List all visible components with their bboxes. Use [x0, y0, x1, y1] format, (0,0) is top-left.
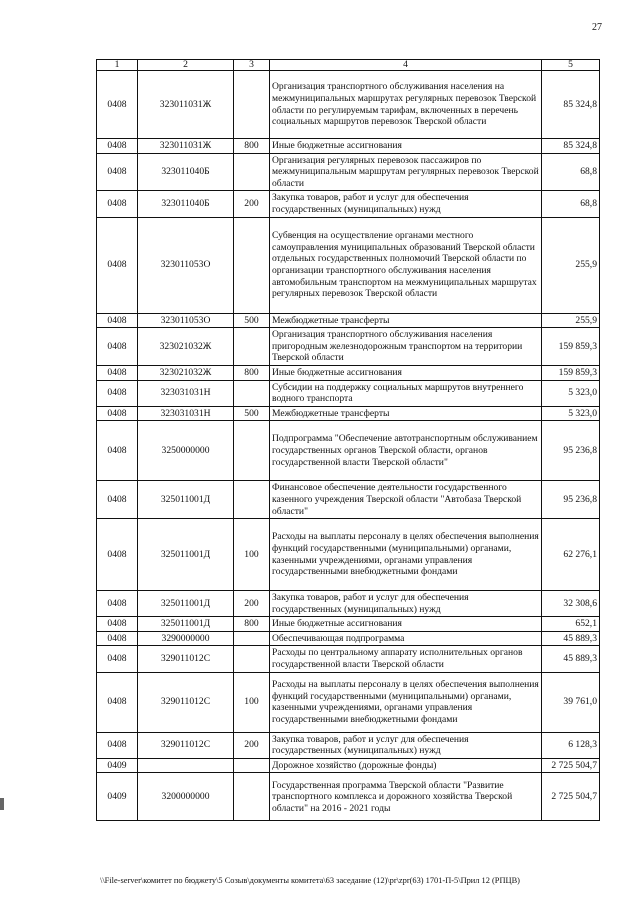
section-code-cell: 0408 [97, 328, 138, 366]
expense-type-cell: 800 [234, 365, 270, 380]
expense-type-cell [234, 153, 270, 191]
amount-cell: 85 324,8 [542, 139, 600, 154]
expense-type-cell [234, 380, 270, 406]
expense-type-cell: 500 [234, 313, 270, 328]
section-code-cell: 0408 [97, 380, 138, 406]
header-cell: 2 [138, 60, 234, 71]
header-cell: 1 [97, 60, 138, 71]
section-code-cell: 0408 [97, 365, 138, 380]
expense-type-cell [234, 421, 270, 481]
target-code-cell: 329011012С [138, 646, 234, 672]
description-cell: Иные бюджетные ассигнования [270, 139, 542, 154]
table-row [97, 380, 600, 406]
description-cell: Субсидии на поддержку социальных маршрутов внутреннего водного транспорта [270, 380, 542, 406]
table-row [97, 191, 600, 217]
table-row [97, 646, 600, 672]
table-row [97, 406, 600, 421]
target-code-cell: 329011012С [138, 732, 234, 758]
amount-cell: 255,9 [542, 217, 600, 313]
section-code-cell: 0409 [97, 773, 138, 821]
table-row [97, 732, 600, 758]
section-code-cell: 0408 [97, 191, 138, 217]
expense-type-cell: 200 [234, 591, 270, 617]
footer-file-path: \\File-server\комитет по бюджету\5 Созыв\документы комитета\63 заседание (12)\pr\zpr(63) 1701-П-5\Прил 12 (РПЦВ) [100, 876, 520, 885]
section-code-cell: 0408 [97, 406, 138, 421]
description-cell: Расходы по центральному аппарату исполнительных органов государственной власти Тверской области [270, 646, 542, 672]
expense-type-cell: 500 [234, 406, 270, 421]
amount-cell: 652,1 [542, 617, 600, 632]
description-cell: Государственная программа Тверской области "Развитие транспортного комплекса и дорожного хозяйства Тверской области" на 2016 - 2021 годы [270, 773, 542, 821]
scan-margin-mark [0, 798, 4, 810]
table-row [97, 591, 600, 617]
description-cell: Организация транспортного обслуживания населения на межмуниципальных маршрутах регулярных перевозок Тверской области по регулируемым тарифам, включенных в перечень социальных маршрутов перевозок Тверской области [270, 71, 542, 139]
amount-cell: 95 236,8 [542, 481, 600, 519]
target-code-cell: 325011001Д [138, 591, 234, 617]
description-cell: Иные бюджетные ассигнования [270, 617, 542, 632]
target-code-cell [138, 758, 234, 773]
description-cell: Подпрограмма "Обеспечение автотранспортным обслуживанием государственных органов Тверской области, органов государственной власти Тверской области" [270, 421, 542, 481]
expense-type-cell [234, 217, 270, 313]
description-cell: Закупка товаров, работ и услуг для обеспечения государственных (муниципальных) нужд [270, 591, 542, 617]
section-code-cell: 0408 [97, 139, 138, 154]
table-header-row [97, 60, 600, 71]
expense-type-cell: 200 [234, 732, 270, 758]
table-row [97, 313, 600, 328]
target-code-cell: 323021032Ж [138, 328, 234, 366]
section-code-cell: 0408 [97, 672, 138, 732]
amount-cell: 2 725 504,7 [542, 773, 600, 821]
amount-cell: 2 725 504,7 [542, 758, 600, 773]
description-cell: Субвенция на осуществление органами местного самоуправления муниципальных образований Тверской области отдельных государственных полномочий Тверской области по организации транспортного обслуживания населения автомобильным транспортом на межмуниципальных маршрутах регулярных перевозок Тверской области [270, 217, 542, 313]
table-row [97, 617, 600, 632]
description-cell: Организация транспортного обслуживания населения пригородным железнодорожным транспортом на территории Тверской области [270, 328, 542, 366]
description-cell: Закупка товаров, работ и услуг для обеспечения государственных (муниципальных) нужд [270, 191, 542, 217]
expense-type-cell: 200 [234, 191, 270, 217]
expense-type-cell: 100 [234, 519, 270, 591]
description-cell: Межбюджетные трансферты [270, 406, 542, 421]
amount-cell: 6 128,3 [542, 732, 600, 758]
target-code-cell: 323011053О [138, 313, 234, 328]
expense-type-cell [234, 773, 270, 821]
section-code-cell: 0408 [97, 732, 138, 758]
description-cell: Иные бюджетные ассигнования [270, 365, 542, 380]
target-code-cell: 325011001Д [138, 519, 234, 591]
expense-type-cell [234, 328, 270, 366]
amount-cell: 255,9 [542, 313, 600, 328]
expense-type-cell: 100 [234, 672, 270, 732]
table-row [97, 153, 600, 191]
table-row [97, 71, 600, 139]
section-code-cell: 0408 [97, 421, 138, 481]
target-code-cell: 323011040Б [138, 153, 234, 191]
table-row [97, 631, 600, 646]
table-row [97, 365, 600, 380]
expense-type-cell [234, 71, 270, 139]
amount-cell: 5 323,0 [542, 406, 600, 421]
amount-cell: 39 761,0 [542, 672, 600, 732]
amount-cell: 62 276,1 [542, 519, 600, 591]
target-code-cell: 323031031Н [138, 380, 234, 406]
section-code-cell: 0409 [97, 758, 138, 773]
target-code-cell: 323011053О [138, 217, 234, 313]
section-code-cell: 0408 [97, 646, 138, 672]
target-code-cell: 323011031Ж [138, 71, 234, 139]
header-cell: 4 [270, 60, 542, 71]
section-code-cell: 0408 [97, 591, 138, 617]
section-code-cell: 0408 [97, 217, 138, 313]
description-cell: Расходы на выплаты персоналу в целях обеспечения выполнения функций государственными (муниципальными) органами, казенными учреждениями, органами управления государственными внебюджетными фондами [270, 672, 542, 732]
description-cell: Расходы на выплаты персоналу в целях обеспечения выполнения функций государственными (муниципальными) органами, казенными учреждениями, органами управления государственными внебюджетными фондами [270, 519, 542, 591]
description-cell: Организация регулярных перевозок пассажиров по межмуниципальным маршрутам регулярных перевозок Тверской области [270, 153, 542, 191]
expense-type-cell [234, 646, 270, 672]
description-cell: Межбюджетные трансферты [270, 313, 542, 328]
header-cell: 5 [542, 60, 600, 71]
target-code-cell: 3250000000 [138, 421, 234, 481]
amount-cell: 68,8 [542, 153, 600, 191]
section-code-cell: 0408 [97, 519, 138, 591]
section-code-cell: 0408 [97, 153, 138, 191]
target-code-cell: 323011040Б [138, 191, 234, 217]
description-cell: Закупка товаров, работ и услуг для обеспечения государственных (муниципальных) нужд [270, 732, 542, 758]
table-row [97, 328, 600, 366]
expense-type-cell: 800 [234, 617, 270, 632]
table-row [97, 217, 600, 313]
section-code-cell: 0408 [97, 481, 138, 519]
table-row [97, 758, 600, 773]
section-code-cell: 0408 [97, 631, 138, 646]
amount-cell: 68,8 [542, 191, 600, 217]
target-code-cell: 325011001Д [138, 617, 234, 632]
target-code-cell: 325011001Д [138, 481, 234, 519]
amount-cell: 159 859,3 [542, 328, 600, 366]
page-number: 27 [592, 22, 602, 33]
target-code-cell: 323011031Ж [138, 139, 234, 154]
table-row [97, 421, 600, 481]
table-row [97, 481, 600, 519]
amount-cell: 85 324,8 [542, 71, 600, 139]
table-row [97, 519, 600, 591]
target-code-cell: 3200000000 [138, 773, 234, 821]
description-cell: Финансовое обеспечение деятельности государственного казенного учреждения Тверской области "Автобаза Тверской области" [270, 481, 542, 519]
budget-table [96, 59, 600, 821]
description-cell: Дорожное хозяйство (дорожные фонды) [270, 758, 542, 773]
expense-type-cell [234, 758, 270, 773]
target-code-cell: 323021032Ж [138, 365, 234, 380]
target-code-cell: 3290000000 [138, 631, 234, 646]
table-row [97, 672, 600, 732]
expense-type-cell [234, 631, 270, 646]
expense-type-cell [234, 481, 270, 519]
section-code-cell: 0408 [97, 617, 138, 632]
amount-cell: 95 236,8 [542, 421, 600, 481]
section-code-cell: 0408 [97, 313, 138, 328]
table-row [97, 773, 600, 821]
expense-type-cell: 800 [234, 139, 270, 154]
amount-cell: 5 323,0 [542, 380, 600, 406]
table-row [97, 139, 600, 154]
amount-cell: 45 889,3 [542, 631, 600, 646]
description-cell: Обеспечивающая подпрограмма [270, 631, 542, 646]
target-code-cell: 323031031Н [138, 406, 234, 421]
amount-cell: 32 308,6 [542, 591, 600, 617]
amount-cell: 159 859,3 [542, 365, 600, 380]
target-code-cell: 329011012С [138, 672, 234, 732]
header-cell: 3 [234, 60, 270, 71]
amount-cell: 45 889,3 [542, 646, 600, 672]
section-code-cell: 0408 [97, 71, 138, 139]
